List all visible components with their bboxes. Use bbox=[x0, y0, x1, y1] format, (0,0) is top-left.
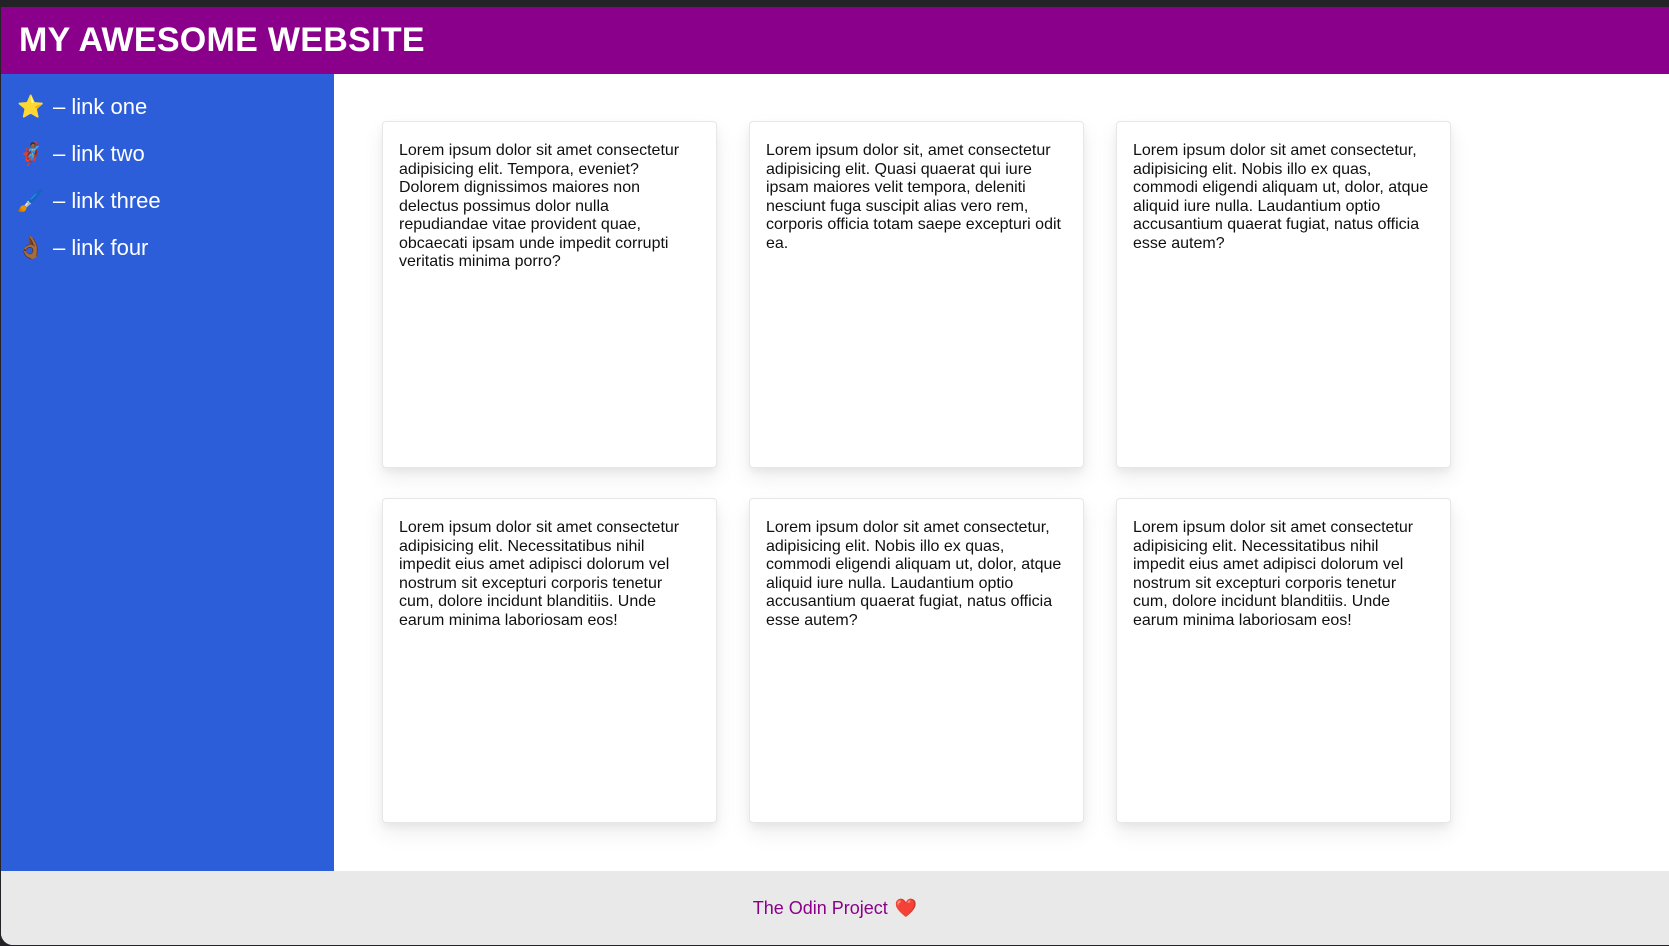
odin-project-link[interactable]: The Odin Project bbox=[752, 897, 888, 918]
sidebar-link-label: – link three bbox=[53, 188, 161, 213]
site-header bbox=[1, 7, 1669, 74]
heart-icon: ❤️ bbox=[894, 897, 918, 918]
sidebar-link-label: – link two bbox=[53, 141, 145, 166]
card-text: Lorem ipsum dolor sit amet consectetur adipisicing elit. Tempora, eveniet? Dolorem dignissimos maiores non delectus possimus dolor nulla repudiandae vitae provident quae, obcaecati ipsam unde impedit corrupti veritatis minima porro? bbox=[399, 142, 680, 271]
browser-page bbox=[1, 7, 1669, 945]
lorem-card-3 bbox=[1116, 121, 1451, 468]
card-text: Lorem ipsum dolor sit amet consectetur adipisicing elit. Necessitatibus nihil impedit eius amet adipisci dolorum vel nostrum sit excepturi corporis tenetur cum, dolore incidunt blanditiis. Unde earum minima laboriosam eos! bbox=[1133, 519, 1414, 629]
sidebar-link-one[interactable] bbox=[17, 94, 334, 120]
lorem-card-1 bbox=[382, 121, 717, 468]
lorem-card-6 bbox=[1116, 498, 1451, 823]
card-text: Lorem ipsum dolor sit amet consectetur, adipisicing elit. Nobis illo ex quas, commodi eligendi aliquam ut, dolor, atque aliquid iure nulla. Laudantium optio accusantium quaerat fugiat, natus officia esse autem? bbox=[766, 519, 1062, 629]
star-icon: ⭐ bbox=[17, 94, 45, 119]
sidebar-nav bbox=[17, 94, 334, 261]
sidebar bbox=[1, 74, 334, 871]
superhero-icon: 🦸🏾 bbox=[17, 141, 45, 166]
sidebar-link-three[interactable] bbox=[17, 188, 334, 214]
card-grid bbox=[382, 121, 1669, 823]
paintbrush-icon: 🖌️ bbox=[17, 188, 45, 213]
site-footer bbox=[1, 871, 1669, 945]
sidebar-link-two[interactable] bbox=[17, 141, 334, 167]
card-text: Lorem ipsum dolor sit, amet consectetur adipisicing elit. Quasi quaerat qui iure ipsam maiores velit tempora, deleniti nesciunt fuga suscipit alias vero rem, corporis officia totam saepe excepturi odit ea. bbox=[766, 142, 1061, 252]
main-content bbox=[334, 74, 1669, 871]
lorem-card-5 bbox=[749, 498, 1084, 823]
card-text: Lorem ipsum dolor sit amet consectetur adipisicing elit. Necessitatibus nihil impedit eius amet adipisci dolorum vel nostrum sit excepturi corporis tenetur cum, dolore incidunt blanditiis. Unde earum minima laboriosam eos! bbox=[399, 519, 680, 629]
lorem-card-4 bbox=[382, 498, 717, 823]
sidebar-link-four[interactable] bbox=[17, 235, 334, 261]
sidebar-link-label: – link one bbox=[53, 94, 148, 119]
page-title: MY AWESOME WEBSITE bbox=[19, 21, 425, 59]
sidebar-link-label: – link four bbox=[53, 235, 149, 260]
lorem-card-2 bbox=[749, 121, 1084, 468]
card-text: Lorem ipsum dolor sit amet consectetur, adipisicing elit. Nobis illo ex quas, commodi eligendi aliquam ut, dolor, atque aliquid iure nulla. Laudantium optio accusantium quaerat fugiat, natus officia esse autem? bbox=[1133, 142, 1429, 252]
ok-hand-icon: 👌🏾 bbox=[17, 235, 45, 260]
content-row bbox=[1, 74, 1669, 871]
